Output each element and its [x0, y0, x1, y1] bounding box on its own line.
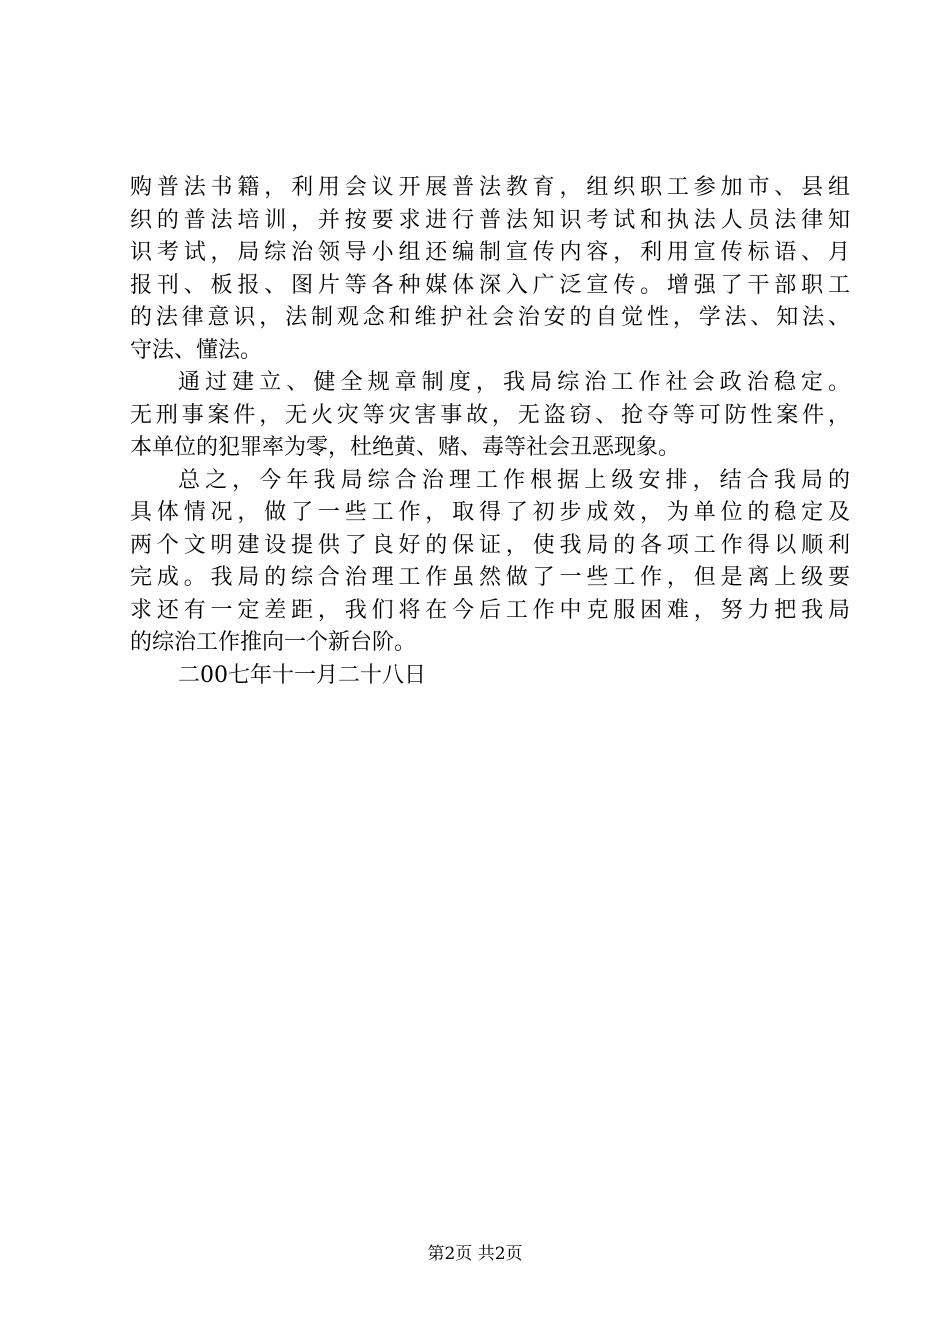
text-line: 求还有一定差距，我们将在今后工作中克服困难，努力把我局: [130, 597, 850, 623]
text-line: 购普法书籍，利用会议开展普法教育，组织职工参加市、县组: [130, 175, 850, 200]
text-line: 识考试，局综治领导小组还编制宣传内容，利用宣传标语、月: [130, 240, 850, 265]
document-body: [130, 172, 850, 692]
text-line: 两个文明建设提供了良好的保证，使我局的各项工作得以顺利: [130, 532, 850, 558]
paragraph-first-line: 通过建立、健全规章制度，我局综治工作社会政治稳定。: [178, 370, 850, 395]
text-line: 的综治工作推向一个新台阶。: [130, 630, 417, 655]
paragraph-first-line: 总之，今年我局综合治理工作根据上级安排，结合我局的: [178, 467, 850, 493]
text-line: 无刑事案件，无火灾等灾害事故，无盗窃、抢夺等可防性案件，: [130, 402, 850, 428]
page-number-footer: 第2页 共2页: [427, 1244, 523, 1264]
text-line: 完成。我局的综合治理工作虽然做了一些工作，但是离上级要: [130, 565, 850, 590]
text-line: 的法律意识，法制观念和维护社会治安的自觉性，学法、知法、: [130, 305, 850, 330]
document-date: 二00七年十一月二十八日: [178, 662, 426, 688]
text-line: 织的普法培训，并按要求进行普法知识考试和执法人员法律知: [130, 207, 850, 233]
text-line: 具体情况，做了一些工作，取得了初步成效，为单位的稳定及: [130, 500, 850, 525]
text-line: 本单位的犯罪率为零，杜绝黄、赌、毒等社会丑恶现象。: [130, 435, 681, 460]
text-line: 守法、懂法。: [130, 337, 263, 363]
text-line: 报刊、板报、图片等各种媒体深入广泛宣传。增强了干部职工: [130, 272, 850, 298]
